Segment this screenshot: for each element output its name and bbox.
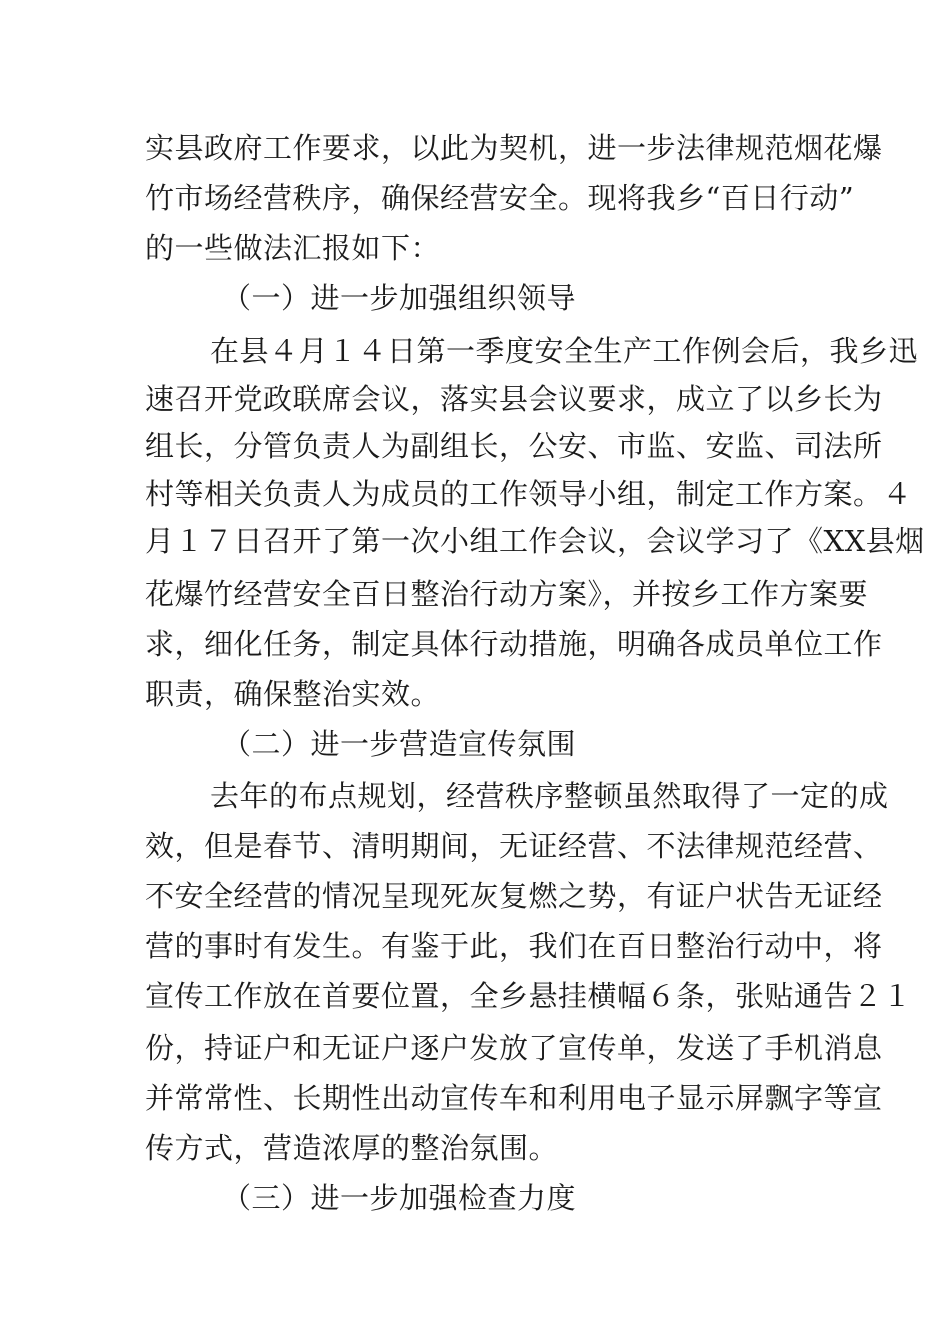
body-text-line: 职责，确保整治实效。 xyxy=(145,677,441,711)
body-text-line: 花爆竹经营安全百日整治行动方案》，并按乡工作方案要 xyxy=(145,577,869,611)
body-text-line: 营的事时有发生。有鉴于此，我们在百日整治行动中，将 xyxy=(145,929,883,963)
body-text-line: 求，细化任务，制定具体行动措施，明确各成员单位工作 xyxy=(145,627,883,661)
body-text-line: 竹市场经营秩序，确保经营安全。现将我乡“百日行动” xyxy=(145,181,855,215)
body-text-line: 在县４月１４日第一季度安全生产工作例会后，我乡迅 xyxy=(210,334,919,368)
body-text-line: 效，但是春节、清明期间，无证经营、不法律规范经营、 xyxy=(145,829,883,863)
body-text-line: 去年的布点规划，经营秩序整顿虽然取得了一定的成 xyxy=(210,779,889,813)
section-heading: （二）进一步营造宣传氛围 xyxy=(222,727,577,761)
body-text-line: 不安全经营的情况呈现死灰复燃之势，有证户状告无证经 xyxy=(145,879,883,913)
body-text-line: 传方式，营造浓厚的整治氛围。 xyxy=(145,1131,559,1165)
section-heading: （一）进一步加强组织领导 xyxy=(222,281,577,315)
body-text-line: 速召开党政联席会议，落实县会议要求，成立了以乡长为 xyxy=(145,382,883,416)
body-text-line: 份，持证户和无证户逐户发放了宣传单，发送了手机消息 xyxy=(145,1031,883,1065)
body-text-line: 的一些做法汇报如下： xyxy=(145,231,441,265)
section-heading: （三）进一步加强检查力度 xyxy=(222,1181,577,1215)
body-text-line: 实县政府工作要求，以此为契机，进一步法律规范烟花爆 xyxy=(145,131,883,165)
body-text-line: 并常常性、长期性出动宣传车和利用电子显示屏飘字等宣 xyxy=(145,1081,883,1115)
body-text-line: 月１７日召开了第一次小组工作会议，会议学习了《XX县烟 xyxy=(145,524,925,558)
body-text-line: 村等相关负责人为成员的工作领导小组，制定工作方案。４ xyxy=(145,477,913,511)
body-text-line: 组长，分管负责人为副组长，公安、市监、安监、司法所 xyxy=(145,429,883,463)
body-text-line: 宣传工作放在首要位置，全乡悬挂横幅６条，张贴通告２１ xyxy=(145,979,913,1013)
